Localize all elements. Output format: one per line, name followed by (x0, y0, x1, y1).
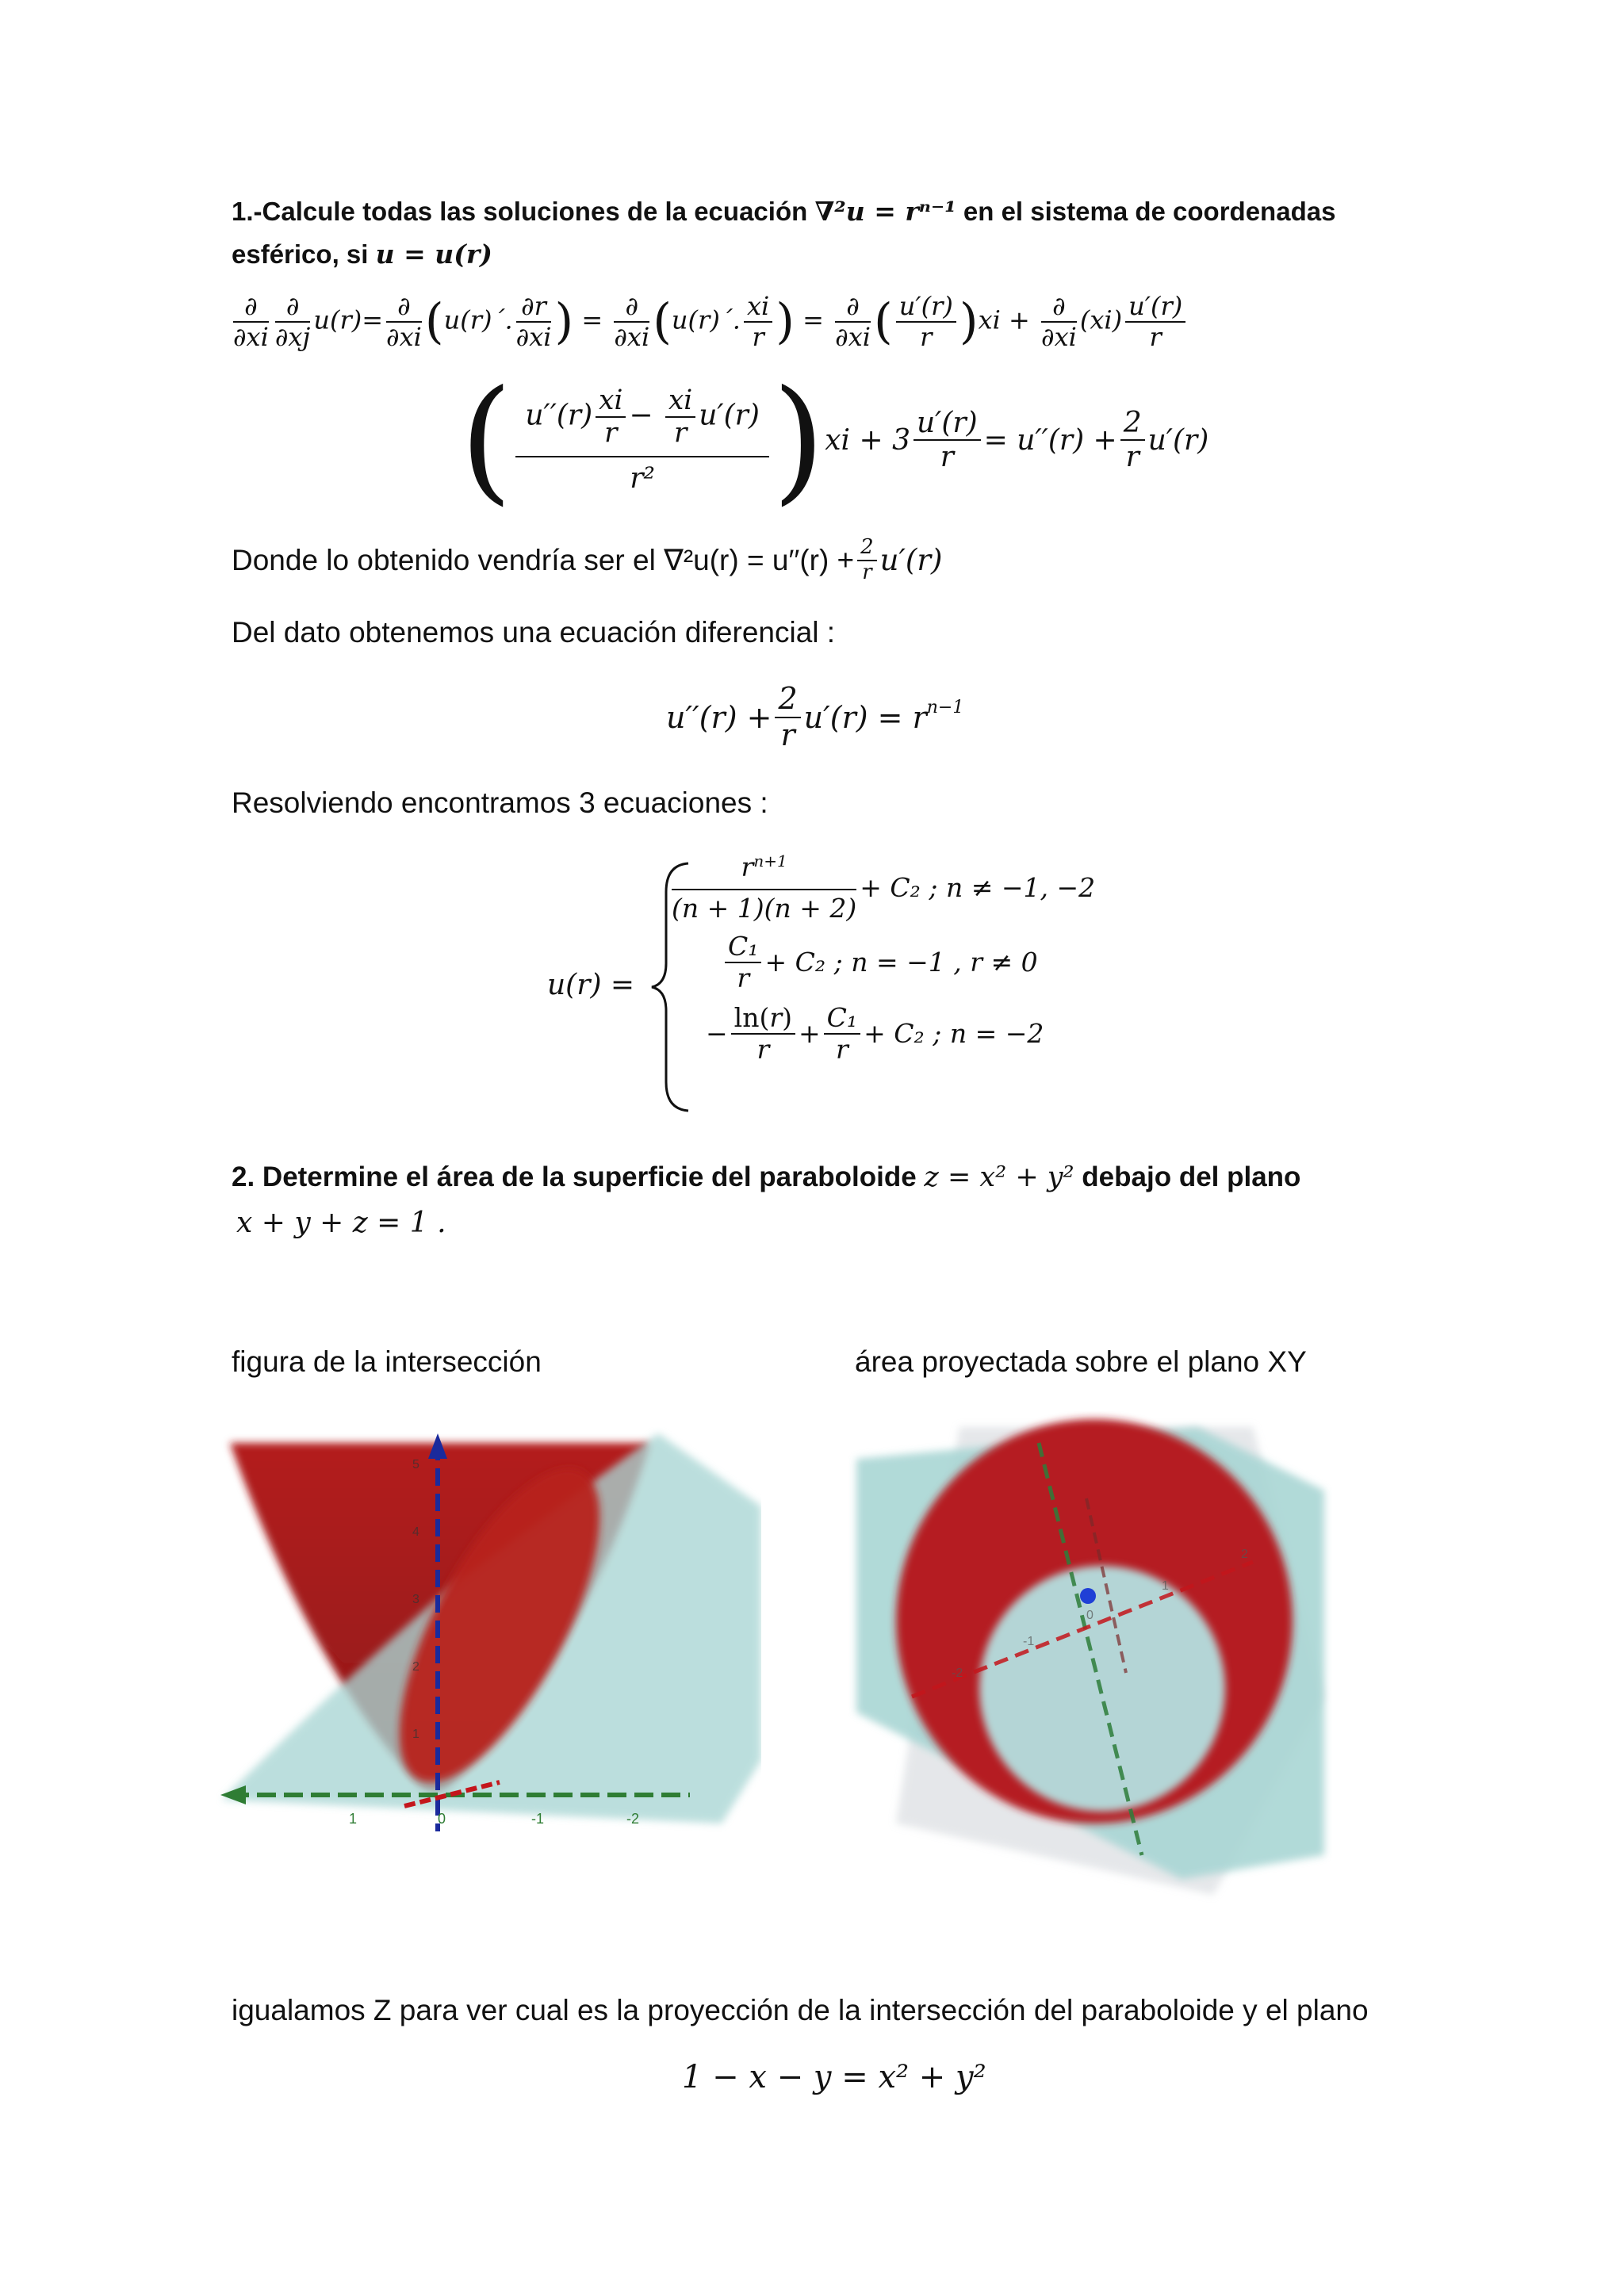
line1-term3: xi + (978, 304, 1030, 335)
case2-cond: + C₂ ; n = −1 , r ≠ 0 (764, 947, 1038, 978)
ode-lhs: u′′(r) + (666, 699, 772, 735)
axis-tick: 2 (1241, 1548, 1248, 1561)
z-tick: 4 (412, 1525, 419, 1539)
two-over-r-frac: $\frac{2}{r}$ (1120, 407, 1145, 474)
partial-frac: $\frac{\partial}{\partial xi}$ (614, 291, 650, 352)
xi-r-frac: $\frac{xi}{r}$ (744, 292, 772, 352)
u-of-r-label: u(r) = (547, 969, 635, 1001)
case-3: − $\frac{\ln(r)}{r}$ + $\frac{\text{C₁}}{r}$ + C₂ ; n = −2 (706, 1002, 1044, 1065)
del-dato-text: Del dato obtenemos una ecuación diferencial : (232, 616, 836, 649)
u-prime-r-frac: $\frac{u'(r)}{r}$ (896, 292, 956, 352)
intersection-figure-graphic (214, 1427, 761, 1839)
u-prime-r-frac: $\frac{u'(r)}{r}$ (914, 407, 981, 474)
case1-fraction: $\frac{r^{n+1}}{(n + 1)(n + 2)}$ (672, 851, 857, 924)
z-tick: 2 (412, 1660, 419, 1674)
dr-dxi-frac: $\frac{\partial r}{\partial xi}$ (515, 291, 552, 352)
question-1-prefix: 1.-Calcule todas las soluciones de la ecuación (232, 197, 815, 226)
case3-ln-fraction: $\frac{\ln(r)}{r}$ (731, 1003, 795, 1065)
z-tick: 1 (412, 1728, 419, 1741)
line2-mid: xi + 3 (825, 423, 910, 457)
donde-text: Donde lo obtenido vendría ser el ∇²u(r) = u′′(r) + (232, 544, 855, 577)
case1-cond: + C₂ ; n ≠ −1, −2 (860, 872, 1096, 904)
question-2-plane: x + y + z = 1 . (236, 1207, 446, 1239)
axis-tick: -2 (952, 1667, 963, 1680)
left-figure-caption: figura de la intersección (232, 1345, 542, 1378)
axis-tick: 0 (1086, 1609, 1094, 1622)
derivation-line-2: ( u′′(r) $\frac{xi}{r}$ − $\frac{xi}{r}$ u′(r) r² ) xi + 3 $\frac{u'(r)}{r}$ = u′′(r) + $\frac{2}{r}$ u′(r) (460, 362, 1209, 519)
closing-text: igualamos Z para ver cual es la proyección de la intersección del paraboloide y el plano (232, 1994, 1369, 2026)
partial-frac: $\frac{\partial}{\partial xi}$ (1041, 291, 1077, 352)
x-tick: 1 (349, 1811, 358, 1827)
right-figure-caption: área proyectada sobre el plano XY (855, 1345, 1307, 1378)
donde-end: u′(r) (879, 543, 943, 578)
two-over-r-frac: $\frac{2}{r}$ (775, 682, 800, 752)
axis-tick: -1 (1023, 1635, 1035, 1648)
line2-end: u′(r) (1147, 423, 1209, 457)
line1-term4: (xi) (1079, 304, 1123, 335)
derivation-line-1: $\frac{\partial}{\partial xi}$ $\frac{\partial}{\partial xj}$ u(r)= $\frac{\partial}{\partial xi}$ (u(r)´. $\frac{\partial r}{\partial xi}$ ) = $\frac{\partial}{\partial xi}$ (u(r)´. $\frac{xi}{r}$ ) = $\frac{\partial}{\partial xi}$ ( $\frac{u'(r)}{r}$ )xi + $\frac{\partial}{\partial xi}$ (xi) $\frac{u'(r)}{r}$ (230, 292, 1189, 352)
projection-figure (848, 1411, 1332, 1903)
x-tick: 0 (438, 1811, 446, 1827)
case-2 (722, 932, 1038, 993)
question-2 (232, 1161, 1300, 1193)
case-1 (668, 852, 1095, 924)
partial-frac: $\frac{\partial}{\partial xi}$ (835, 291, 871, 352)
question-1-condition: u = u(r) (375, 239, 492, 270)
line2-rhs: = u′′(r) + (983, 423, 1117, 457)
question-2-surface: z = x² + y² (924, 1161, 1074, 1193)
question-2-suffix: debajo del plano (1074, 1161, 1301, 1192)
intersection-figure (214, 1427, 761, 1839)
case3-c1-fraction: $\frac{\text{C₁}}{r}$ (824, 1003, 860, 1065)
question-1 (232, 190, 1389, 276)
partial-frac: $\frac{\partial}{\partial xj}$ (274, 291, 311, 352)
question-1-equation: ∇²u = rⁿ⁻¹ (814, 196, 956, 227)
resolviendo-text: Resolviendo encontramos 3 ecuaciones : (232, 786, 768, 819)
case3-cond: + C₂ ; n = −2 (864, 1018, 1044, 1050)
line1-term1: u(r)´. (443, 304, 513, 335)
line1-term2: u(r)´. (671, 304, 741, 335)
ode-equation (666, 682, 963, 752)
case2-fraction: $\frac{\text{C₁}}{r}$ (725, 932, 761, 993)
ode-exponent: n−1 (926, 698, 964, 718)
donde-paragraph (232, 536, 942, 585)
question-2-prefix: 2. Determine el área de la superficie del paraboloide (232, 1161, 925, 1192)
closing-equation: 1 − x − y = x² + y² (682, 2059, 986, 2095)
x-tick: -1 (531, 1811, 545, 1827)
question-1-middle: en el sistema de coordenadas esférico, si (232, 197, 1336, 269)
x-tick: -2 (626, 1811, 640, 1827)
axis-tick: 1 (1162, 1579, 1169, 1593)
projection-figure-graphic (848, 1411, 1332, 1903)
z-tick: 3 (412, 1593, 419, 1606)
z-tick: 5 (412, 1458, 419, 1471)
u-prime-r-frac: $\frac{u'(r)}{r}$ (1125, 292, 1185, 352)
origin-point (1080, 1588, 1096, 1604)
two-over-r-frac: $\frac{2}{r}$ (857, 536, 876, 585)
partial-frac: $\frac{\partial}{\partial xi}$ (233, 291, 269, 352)
big-fraction: u′′(r) $\frac{xi}{r}$ − $\frac{xi}{r}$ u′(r) r² (515, 385, 769, 495)
ode-mid: u′(r) = r (803, 699, 927, 735)
line1-lhs: u(r)= (313, 304, 384, 335)
partial-frac: $\frac{\partial}{\partial xi}$ (386, 291, 422, 352)
